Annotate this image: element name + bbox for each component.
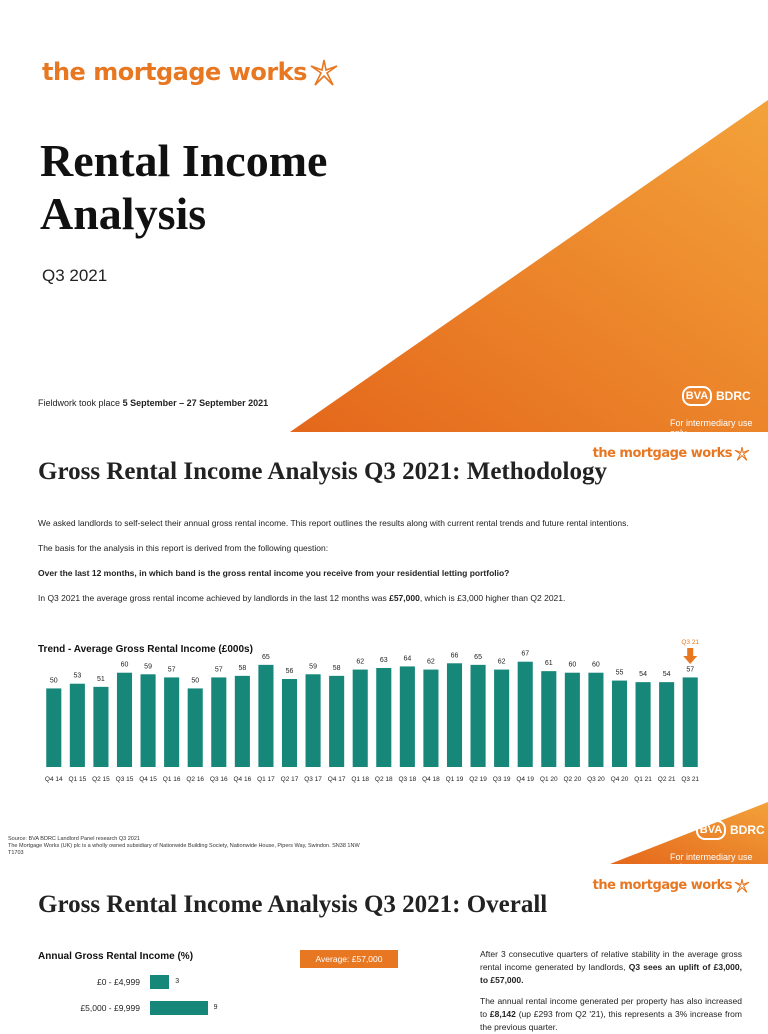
paragraph-result — [38, 593, 565, 603]
overall-slide — [0, 864, 768, 1032]
bar-value-label: 54 — [639, 671, 647, 679]
bar — [612, 681, 627, 767]
bar-value-label: 58 — [238, 664, 247, 672]
bar — [494, 670, 509, 767]
methodology-slide — [0, 432, 768, 864]
bar-value-label: 51 — [97, 675, 105, 683]
bar — [258, 665, 273, 767]
brand-logo-text: the mortgage works — [42, 58, 307, 86]
bar — [70, 684, 85, 767]
band-bar — [150, 975, 169, 989]
category-label: Q1 20 — [539, 776, 558, 783]
callout-label: Q3 21 — [681, 639, 700, 646]
bar-value-label: 59 — [309, 663, 317, 671]
bar — [636, 682, 651, 767]
bar — [518, 662, 533, 767]
bva-bdrc-logo — [682, 386, 751, 406]
down-arrow-icon — [683, 648, 697, 664]
brand-logo — [593, 878, 750, 894]
bar — [447, 663, 462, 767]
category-label: Q2 17 — [280, 776, 299, 783]
bar-value-label: 54 — [662, 671, 671, 679]
category-label: Q4 17 — [327, 776, 346, 783]
summary-1-pre: After 3 consecutive quarters of relative stability in the average gross rental income generated by landlords, — [480, 949, 742, 972]
bar — [400, 666, 415, 767]
bar — [329, 676, 344, 767]
category-label: Q4 16 — [233, 776, 252, 783]
title-line-2: Analysis — [40, 188, 207, 239]
bar-value-label: 60 — [592, 661, 600, 669]
category-label: Q1 16 — [162, 776, 181, 783]
bdrc-mark: BDRC — [730, 823, 765, 837]
bar-value-label: 57 — [686, 666, 695, 674]
bva-mark: BVA — [682, 386, 712, 406]
summary-2-pre: The annual rental income generated per property has also increased to — [480, 996, 742, 1019]
bar-value-label: 62 — [427, 658, 435, 666]
bar — [376, 668, 391, 767]
bar-value-label: 60 — [568, 661, 577, 669]
category-label: Q4 15 — [139, 776, 157, 783]
bar-value-label: 55 — [615, 669, 624, 677]
category-label: Q4 20 — [610, 776, 629, 783]
bdrc-mark: BDRC — [716, 389, 751, 403]
bar-value-label: 57 — [214, 666, 223, 674]
trend-bar-chart — [38, 632, 728, 792]
brand-logo-text: the mortgage works — [592, 878, 732, 893]
brand-logo-text: the mortgage works — [592, 446, 732, 461]
category-label: Q3 21 — [681, 776, 700, 783]
fieldwork-prefix: Fieldwork took place — [38, 398, 121, 408]
title-line-1: Rental Income — [40, 135, 328, 186]
category-label: Q3 15 — [115, 776, 134, 783]
summary-text-2 — [480, 995, 742, 1034]
summary-2-bold: £8,142 — [489, 1009, 516, 1019]
bar-value-label: 60 — [120, 661, 129, 669]
category-label: Q3 19 — [492, 776, 511, 783]
summary-2-post: (up £293 from Q2 '21), this represents a 3% increase from the previous quarter. — [480, 1009, 742, 1032]
brand-logo — [42, 58, 339, 88]
bar — [353, 670, 368, 767]
result-pre: In Q3 2021 the average gross rental income achieved by landlords in the last 12 months was — [38, 593, 387, 603]
bar-value-label: 62 — [497, 658, 506, 666]
category-label: Q3 20 — [587, 776, 605, 783]
result-post: , which is £3,000 higher than Q2 2021. — [419, 593, 566, 603]
bar — [235, 676, 250, 767]
source-line-3: T1703 — [8, 850, 24, 856]
category-label: Q2 21 — [657, 776, 676, 783]
bar-value-label: 56 — [285, 668, 294, 675]
report-period: Q3 2021 — [42, 266, 108, 285]
average-badge: Average: £57,000 — [300, 950, 398, 968]
band-value: 9 — [213, 1004, 218, 1011]
category-label: Q1 18 — [351, 776, 370, 783]
category-label: Q3 18 — [398, 776, 417, 783]
bar — [565, 673, 580, 767]
result-value: £57,000 — [389, 593, 420, 603]
question-text: Over the last 12 months, in which band is the gross rental income you receive from your residential letting portfolio? — [38, 568, 510, 578]
bar-value-label: 65 — [262, 653, 270, 661]
star-icon — [309, 58, 339, 88]
bar — [471, 665, 486, 767]
section-heading: Gross Rental Income Analysis Q3 2021: Overall — [38, 891, 548, 918]
fieldwork-dates: 5 September – 27 September 2021 — [122, 398, 269, 408]
bar-value-label: 65 — [474, 653, 482, 661]
brand-logo — [593, 446, 750, 462]
category-label: Q4 19 — [516, 776, 535, 783]
bar — [211, 677, 226, 767]
bar — [188, 688, 203, 767]
bar — [117, 673, 132, 767]
band-bar — [150, 1001, 208, 1015]
band-value: 3 — [175, 978, 180, 985]
section-heading: Gross Rental Income Analysis Q3 2021: Methodology — [38, 458, 607, 485]
bar-value-label: 64 — [403, 655, 412, 663]
category-label: Q4 14 — [44, 776, 63, 783]
category-label: Q2 20 — [563, 776, 582, 783]
chart-title: Trend - Average Gross Rental Income (£000s) — [38, 644, 253, 655]
bar-value-label: 63 — [379, 657, 388, 664]
category-label: Q2 16 — [186, 776, 205, 783]
bar — [46, 688, 61, 767]
source-line-2: The Mortgage Works (UK) plc is a wholly owned subsidiary of Nationwide Building Society, Nationwide House, Pipers Way, Swindon. SN38 1NW — [8, 843, 360, 849]
category-label: Q1 21 — [634, 776, 652, 783]
bar — [541, 671, 556, 767]
bar-value-label: 50 — [49, 677, 58, 685]
source-line-1: Source: BVA BDRC Landlord Panel research Q3 2021 — [8, 836, 140, 842]
category-label: Q2 19 — [469, 776, 487, 783]
category-label: Q1 19 — [445, 776, 464, 783]
paragraph-question — [38, 568, 509, 578]
bar-value-label: 50 — [191, 677, 200, 685]
bar — [659, 682, 674, 767]
title-slide — [0, 0, 768, 432]
bar-value-label: 58 — [332, 664, 341, 672]
summary-1-bold: Q3 sees an uplift of £3,000, to £57,000. — [480, 962, 742, 985]
bar — [164, 677, 179, 767]
category-label: Q1 15 — [68, 776, 87, 783]
bar — [306, 674, 321, 767]
band-label: £5,000 - £9,999 — [80, 1003, 140, 1013]
bar — [141, 674, 156, 767]
star-icon — [734, 446, 750, 462]
bva-bdrc-logo — [696, 820, 765, 840]
bar-value-label: 57 — [167, 666, 176, 674]
bar-value-label: 67 — [521, 650, 530, 658]
bar — [93, 687, 108, 767]
paragraph-intro: We asked landlords to self-select their annual gross rental income. This report outlines the results along with current rental trends and future rental intentions. — [38, 518, 629, 528]
category-label: Q1 17 — [257, 776, 275, 783]
category-label: Q2 15 — [92, 776, 110, 783]
bar-value-label: 59 — [144, 663, 152, 671]
category-label: Q4 18 — [422, 776, 440, 783]
summary-text-1 — [480, 948, 742, 987]
bar — [588, 673, 603, 767]
fieldwork-note — [38, 398, 268, 408]
bar-value-label: 53 — [73, 672, 82, 680]
star-icon — [734, 878, 750, 894]
category-label: Q3 17 — [304, 776, 322, 783]
bar — [423, 670, 438, 767]
bva-mark: BVA — [696, 820, 726, 840]
bar-value-label: 66 — [450, 652, 459, 660]
source-footnote — [8, 836, 360, 857]
category-label: Q2 18 — [374, 776, 393, 783]
bar-value-label: 62 — [356, 658, 365, 666]
paragraph-basis: The basis for the analysis in this report is derived from the following question: — [38, 543, 329, 553]
bar — [282, 679, 297, 767]
bar — [683, 677, 698, 767]
page-title — [40, 134, 327, 240]
band-label: £0 - £4,999 — [96, 977, 140, 987]
band-chart-title: Annual Gross Rental Income (%) — [38, 951, 194, 962]
bar-value-label: 61 — [544, 660, 553, 668]
category-label: Q3 16 — [209, 776, 228, 783]
intermediary-note: For intermediary use — [670, 852, 753, 862]
intermediary-note: For intermediary use — [670, 418, 753, 428]
